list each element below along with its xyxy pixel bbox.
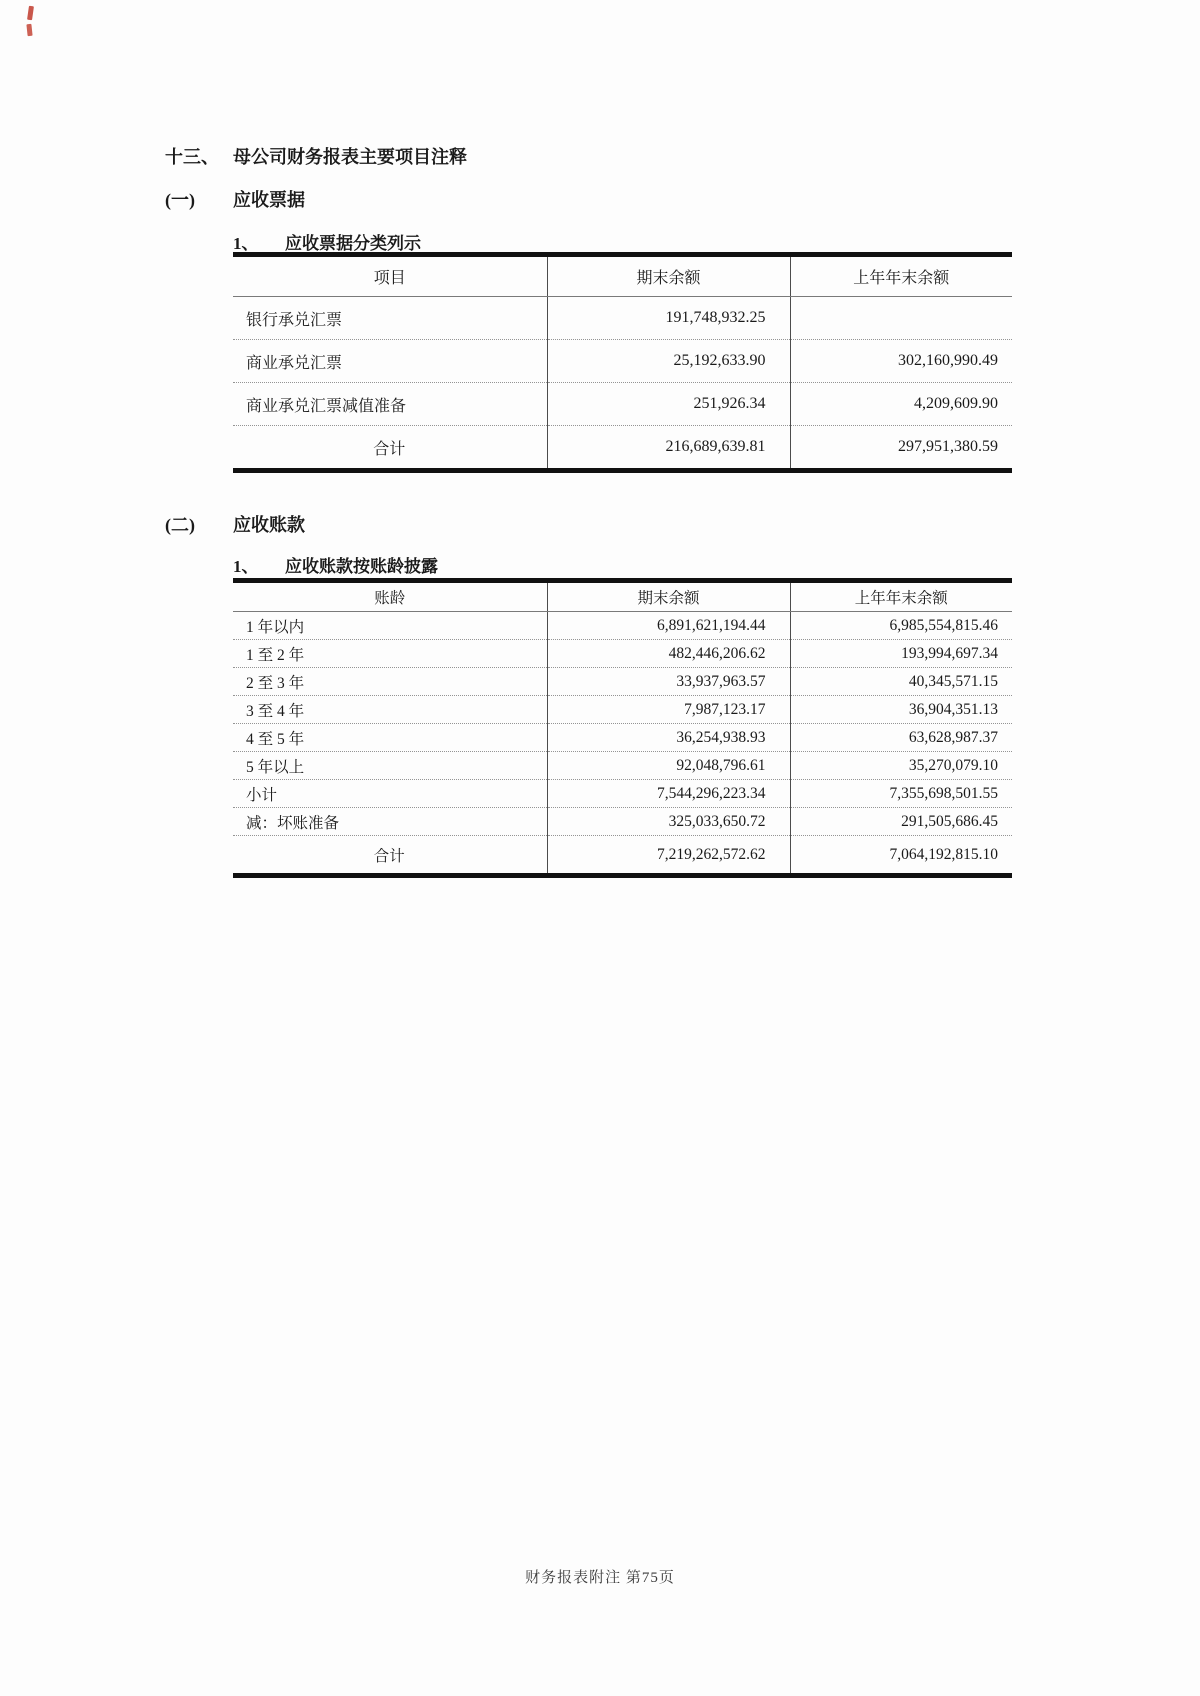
table-row: [233, 752, 1012, 780]
column-header-closing-balance: 期末余额: [547, 581, 790, 612]
table-row: [233, 696, 1012, 724]
section-1-number: (一): [165, 190, 195, 210]
subsection-1-number: 1、: [233, 234, 259, 253]
closing-balance-subtotal: 7,544,296,223.34: [547, 780, 790, 808]
table-row: [233, 383, 1012, 426]
aging-label: 4 至 5 年: [233, 724, 547, 752]
page-heading-title: 母公司财务报表主要项目注释: [233, 147, 467, 167]
column-header-item: 项目: [233, 255, 547, 297]
closing-balance-total: 7,219,262,572.62: [547, 836, 790, 876]
section-2-number: (二): [165, 515, 195, 535]
prior-year-value: 4,209,609.90: [790, 383, 1012, 426]
column-header-closing-balance: 期末余额: [547, 255, 790, 297]
table-subtotal-row: [233, 780, 1012, 808]
section-1-heading: [165, 186, 305, 212]
page-heading: [165, 143, 467, 169]
column-header-aging: 账龄: [233, 581, 547, 612]
subsection-2-heading: [233, 552, 438, 577]
row-label: 商业承兑汇票: [233, 340, 547, 383]
prior-year-value: 35,270,079.10: [790, 752, 1012, 780]
closing-balance-value: 33,937,963.57: [547, 668, 790, 696]
prior-year-value: 6,985,554,815.46: [790, 612, 1012, 640]
page-heading-number: 十三、: [165, 147, 219, 167]
total-label: 合计: [233, 836, 547, 876]
table-row: [233, 808, 1012, 836]
prior-year-total: 7,064,192,815.10: [790, 836, 1012, 876]
section-2-title: 应收账款: [233, 515, 305, 535]
subtotal-label: 小计: [233, 780, 547, 808]
closing-balance-value: 482,446,206.62: [547, 640, 790, 668]
aging-label: 1 年以内: [233, 612, 547, 640]
column-header-prior-year-balance: 上年年末余额: [790, 581, 1012, 612]
closing-balance-value: 191,748,932.25: [547, 297, 790, 340]
section-1-title: 应收票据: [233, 190, 305, 210]
aging-label: 1 至 2 年: [233, 640, 547, 668]
closing-balance-total: 216,689,639.81: [547, 426, 790, 471]
table-row: [233, 612, 1012, 640]
aging-label: 2 至 3 年: [233, 668, 547, 696]
row-label: 商业承兑汇票减值准备: [233, 383, 547, 426]
subsection-2-number: 1、: [233, 557, 259, 576]
prior-year-total: 297,951,380.59: [790, 426, 1012, 471]
prior-year-value: [790, 297, 1012, 340]
closing-balance-value: 7,987,123.17: [547, 696, 790, 724]
closing-balance-value: 25,192,633.90: [547, 340, 790, 383]
table-row: [233, 297, 1012, 340]
scan-artifact: [26, 24, 32, 36]
notes-receivable-table: [233, 252, 1012, 473]
closing-balance-value: 251,926.34: [547, 383, 790, 426]
closing-balance-value: 325,033,650.72: [547, 808, 790, 836]
table-row: [233, 724, 1012, 752]
prior-year-value: 40,345,571.15: [790, 668, 1012, 696]
prior-year-value: 291,505,686.45: [790, 808, 1012, 836]
row-label: 银行承兑汇票: [233, 297, 547, 340]
section-2-heading: [165, 511, 305, 537]
table-row: [233, 668, 1012, 696]
closing-balance-value: 36,254,938.93: [547, 724, 790, 752]
aging-label: 3 至 4 年: [233, 696, 547, 724]
table-total-row: [233, 836, 1012, 876]
prior-year-subtotal: 7,355,698,501.55: [790, 780, 1012, 808]
page-footer: 财务报表附注 第75页: [525, 1570, 675, 1586]
accounts-receivable-aging-table: [233, 578, 1012, 878]
table-total-row: [233, 426, 1012, 471]
column-header-prior-year-balance: 上年年末余额: [790, 255, 1012, 297]
scan-artifact: [27, 6, 34, 21]
bad-debt-provision-label: 减：坏账准备: [233, 808, 547, 836]
prior-year-value: 193,994,697.34: [790, 640, 1012, 668]
table-row: [233, 340, 1012, 383]
subsection-2-title: 应收账款按账龄披露: [285, 557, 438, 576]
prior-year-value: 36,904,351.13: [790, 696, 1012, 724]
aging-label: 5 年以上: [233, 752, 547, 780]
subsection-1-title: 应收票据分类列示: [285, 234, 421, 253]
subsection-1-heading: [233, 229, 421, 254]
table-row: [233, 640, 1012, 668]
prior-year-value: 63,628,987.37: [790, 724, 1012, 752]
table-header-row: [233, 255, 1012, 297]
closing-balance-value: 92,048,796.61: [547, 752, 790, 780]
closing-balance-value: 6,891,621,194.44: [547, 612, 790, 640]
prior-year-value: 302,160,990.49: [790, 340, 1012, 383]
total-label: 合计: [233, 426, 547, 471]
table-header-row: [233, 581, 1012, 612]
